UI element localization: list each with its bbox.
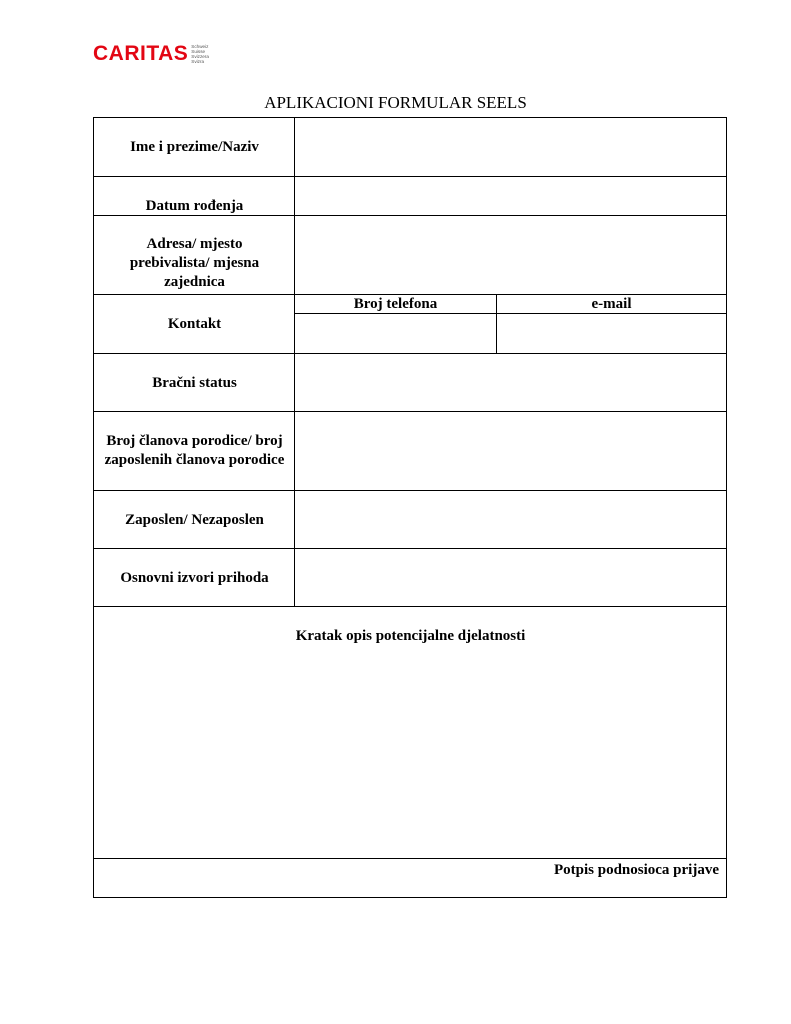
- name-field[interactable]: [296, 118, 726, 176]
- label-family-members: Broj članova porodice/ broj zaposlenih članova porodice: [104, 433, 285, 468]
- label-address: Adresa/ mjesto prebivalista/ mjesna zajednica: [129, 236, 260, 290]
- logo-subtext-line: Suisse: [191, 49, 206, 54]
- row-divider: [93, 606, 727, 607]
- form-title: APLIKACIONI FORMULAR SEELS: [264, 93, 527, 112]
- phone-field[interactable]: [296, 314, 495, 352]
- label-income-sources: Osnovni izvori prihoda: [120, 569, 269, 586]
- logo-subtext-line: Schweiz: [191, 44, 209, 49]
- caritas-logo: [93, 42, 209, 66]
- label-contact: Kontakt: [167, 315, 222, 332]
- signature-label: Potpis podnosioca prijave: [553, 862, 719, 878]
- marital-status-field[interactable]: [296, 354, 726, 411]
- row-divider: [93, 294, 727, 295]
- logo-subtext-line: Svizzera: [191, 54, 209, 59]
- description-header: Kratak opis potencijalne djelatnosti: [295, 628, 526, 644]
- label-marital-status: Bračni status: [152, 374, 237, 391]
- label-name: Ime i prezime/Naziv: [130, 138, 259, 155]
- family-members-field[interactable]: [296, 412, 726, 490]
- label-employment: Zaposlen/ Nezaposlen: [125, 511, 264, 528]
- logo-wordmark: CARITAS: [93, 42, 189, 65]
- description-field[interactable]: [96, 650, 724, 855]
- label-birth-date: Datum rođenja: [145, 198, 244, 214]
- email-header: e-mail: [591, 296, 632, 312]
- income-sources-field[interactable]: [296, 549, 726, 606]
- label-column-divider: [294, 117, 295, 607]
- phone-header: Broj telefona: [353, 296, 438, 312]
- table-border-right: [726, 117, 727, 898]
- employment-field[interactable]: [296, 491, 726, 548]
- email-field[interactable]: [498, 314, 725, 352]
- logo-subtext: [191, 44, 209, 64]
- table-border-bottom: [93, 897, 727, 898]
- birth-date-field[interactable]: [296, 177, 726, 215]
- address-field[interactable]: [296, 216, 726, 294]
- logo-subtext-line: Svizra: [191, 59, 205, 64]
- row-divider: [93, 858, 727, 859]
